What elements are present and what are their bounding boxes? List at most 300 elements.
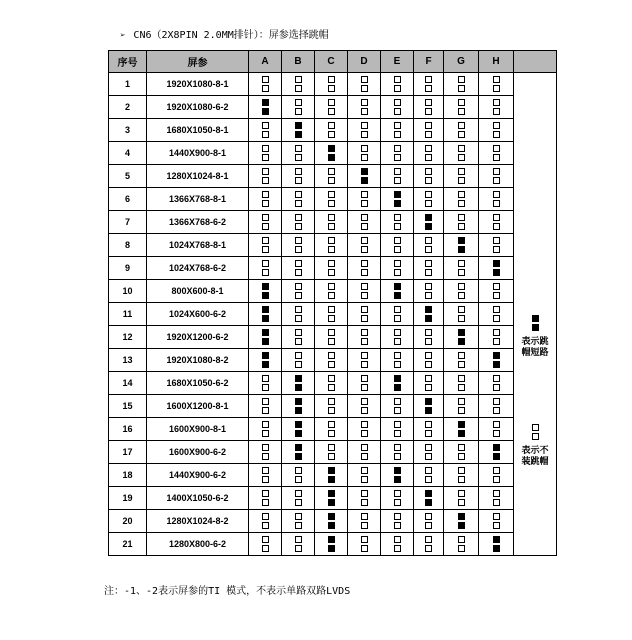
empty-square-icon xyxy=(425,122,432,129)
pin-cell xyxy=(282,73,315,96)
pin-cell xyxy=(479,234,514,257)
pin-cell xyxy=(348,441,381,464)
jumper-open-icon xyxy=(479,513,513,529)
pin-cell xyxy=(381,510,414,533)
empty-square-icon xyxy=(361,214,368,221)
filled-square-icon xyxy=(262,306,269,313)
pin-cell xyxy=(249,372,282,395)
empty-square-icon xyxy=(328,131,335,138)
pin-cell xyxy=(414,372,444,395)
empty-square-icon xyxy=(328,177,335,184)
pin-cell xyxy=(282,510,315,533)
empty-square-icon xyxy=(361,430,368,437)
empty-square-icon xyxy=(361,338,368,345)
empty-square-icon xyxy=(458,122,465,129)
empty-square-icon xyxy=(458,177,465,184)
empty-square-icon xyxy=(493,99,500,106)
empty-square-icon xyxy=(262,476,269,483)
pin-cell xyxy=(348,349,381,372)
jumper-open-icon xyxy=(444,490,478,506)
empty-square-icon xyxy=(493,430,500,437)
filled-square-icon xyxy=(361,177,368,184)
table-row xyxy=(109,487,557,510)
filled-square-icon xyxy=(262,329,269,336)
table-row xyxy=(109,372,557,395)
filled-square-icon xyxy=(425,223,432,230)
empty-square-icon xyxy=(295,200,302,207)
empty-square-icon xyxy=(425,545,432,552)
empty-square-icon xyxy=(458,168,465,175)
jumper-open-icon xyxy=(348,467,380,483)
jumper-installed-icon xyxy=(249,283,281,299)
empty-square-icon xyxy=(394,177,401,184)
empty-square-icon xyxy=(361,292,368,299)
filled-square-icon xyxy=(262,352,269,359)
pin-cell xyxy=(479,533,514,556)
empty-square-icon xyxy=(394,490,401,497)
jumper-open-icon xyxy=(414,191,443,207)
table-row xyxy=(109,349,557,372)
empty-square-icon xyxy=(394,444,401,451)
row-param: 800X600-8-1 xyxy=(147,280,249,303)
empty-square-icon xyxy=(328,292,335,299)
jumper-open-icon xyxy=(249,122,281,138)
jumper-open-icon xyxy=(249,536,281,552)
empty-square-icon xyxy=(262,168,269,175)
jumper-open-icon xyxy=(282,536,314,552)
empty-square-icon xyxy=(361,329,368,336)
empty-square-icon xyxy=(394,545,401,552)
empty-square-icon xyxy=(295,292,302,299)
jumper-open-icon xyxy=(414,99,443,115)
empty-square-icon xyxy=(295,177,302,184)
pin-cell xyxy=(414,119,444,142)
filled-square-icon xyxy=(425,407,432,414)
empty-square-icon xyxy=(425,191,432,198)
jumper-open-icon xyxy=(348,191,380,207)
empty-square-icon xyxy=(425,375,432,382)
jumper-open-icon xyxy=(414,329,443,345)
jumper-open-icon xyxy=(381,122,413,138)
empty-square-icon xyxy=(425,145,432,152)
pin-cell xyxy=(414,418,444,441)
pin-cell xyxy=(282,441,315,464)
empty-square-icon xyxy=(262,407,269,414)
jumper-open-icon xyxy=(444,375,478,391)
legend-open-text: 表示不装跳帽 xyxy=(521,445,549,466)
pin-cell xyxy=(348,464,381,487)
jumper-installed-icon xyxy=(414,306,443,322)
jumper-open-icon xyxy=(249,260,281,276)
empty-square-icon xyxy=(425,522,432,529)
pin-cell xyxy=(381,165,414,188)
row-param: 1920X1080-6-2 xyxy=(147,96,249,119)
filled-square-icon xyxy=(394,476,401,483)
pin-cell xyxy=(315,395,348,418)
jumper-open-icon xyxy=(444,398,478,414)
empty-square-icon xyxy=(328,246,335,253)
jumper-installed-icon xyxy=(381,467,413,483)
jumper-installed-icon xyxy=(479,536,513,552)
empty-square-icon xyxy=(295,85,302,92)
jumper-open-icon xyxy=(444,168,478,184)
jumper-open-icon xyxy=(348,375,380,391)
empty-square-icon xyxy=(361,76,368,83)
jumper-open-icon xyxy=(249,421,281,437)
legend-installed-icon xyxy=(532,315,539,331)
empty-square-icon xyxy=(394,122,401,129)
jumper-open-icon xyxy=(414,145,443,161)
jumper-open-icon xyxy=(479,76,513,92)
jumper-open-icon xyxy=(414,122,443,138)
filled-square-icon xyxy=(425,306,432,313)
jumper-installed-icon xyxy=(282,398,314,414)
empty-square-icon xyxy=(262,223,269,230)
empty-square-icon xyxy=(394,260,401,267)
pin-cell xyxy=(282,211,315,234)
empty-square-icon xyxy=(262,490,269,497)
jumper-open-icon xyxy=(348,398,380,414)
pin-cell xyxy=(315,441,348,464)
empty-square-icon xyxy=(458,467,465,474)
footnote: 注：-1、-2表示屏参的TI 模式，不表示单路双路LVDS xyxy=(104,586,351,597)
legend-open-icon xyxy=(532,424,539,440)
pin-cell xyxy=(315,234,348,257)
pin-cell xyxy=(444,96,479,119)
empty-square-icon xyxy=(328,453,335,460)
filled-square-icon xyxy=(295,444,302,451)
jumper-installed-icon xyxy=(282,444,314,460)
jumper-open-icon xyxy=(315,329,347,345)
empty-square-icon xyxy=(493,200,500,207)
filled-square-icon xyxy=(458,246,465,253)
empty-square-icon xyxy=(361,444,368,451)
jumper-open-icon xyxy=(282,352,314,368)
empty-square-icon xyxy=(328,237,335,244)
row-index: 6 xyxy=(109,188,147,211)
filled-square-icon xyxy=(295,453,302,460)
empty-square-icon xyxy=(328,352,335,359)
pin-cell xyxy=(444,188,479,211)
empty-square-icon xyxy=(361,375,368,382)
empty-square-icon xyxy=(425,329,432,336)
row-param: 1280X1024-8-1 xyxy=(147,165,249,188)
jumper-installed-icon xyxy=(249,352,281,368)
pin-cell xyxy=(381,349,414,372)
empty-square-icon xyxy=(532,433,539,440)
pin-cell xyxy=(444,234,479,257)
header-pin-c: C xyxy=(315,51,348,73)
jumper-open-icon xyxy=(315,76,347,92)
jumper-open-icon xyxy=(479,214,513,230)
header-pin-h: H xyxy=(479,51,514,73)
empty-square-icon xyxy=(394,108,401,115)
jumper-open-icon xyxy=(381,260,413,276)
jumper-open-icon xyxy=(479,398,513,414)
jumper-installed-icon xyxy=(348,168,380,184)
filled-square-icon xyxy=(458,522,465,529)
row-index: 19 xyxy=(109,487,147,510)
empty-square-icon xyxy=(394,145,401,152)
empty-square-icon xyxy=(328,430,335,437)
empty-square-icon xyxy=(361,237,368,244)
pin-cell xyxy=(479,142,514,165)
empty-square-icon xyxy=(328,338,335,345)
row-index: 9 xyxy=(109,257,147,280)
pin-cell xyxy=(249,73,282,96)
bullet-arrow-icon: ➢ xyxy=(120,31,126,41)
empty-square-icon xyxy=(262,145,269,152)
pin-cell xyxy=(282,395,315,418)
jumper-open-icon xyxy=(282,306,314,322)
jumper-open-icon xyxy=(348,214,380,230)
filled-square-icon xyxy=(262,283,269,290)
empty-square-icon xyxy=(328,99,335,106)
legend-installed xyxy=(514,315,556,358)
jumper-installed-icon xyxy=(381,375,413,391)
filled-square-icon xyxy=(262,315,269,322)
filled-square-icon xyxy=(328,545,335,552)
empty-square-icon xyxy=(328,76,335,83)
pin-cell xyxy=(282,533,315,556)
jumper-open-icon xyxy=(414,536,443,552)
pin-cell xyxy=(315,372,348,395)
empty-square-icon xyxy=(295,490,302,497)
jumper-open-icon xyxy=(249,145,281,161)
jumper-open-icon xyxy=(249,214,281,230)
empty-square-icon xyxy=(458,292,465,299)
empty-square-icon xyxy=(394,361,401,368)
empty-square-icon xyxy=(458,108,465,115)
table-row xyxy=(109,510,557,533)
pin-cell xyxy=(282,326,315,349)
filled-square-icon xyxy=(493,453,500,460)
jumper-open-icon xyxy=(444,260,478,276)
empty-square-icon xyxy=(425,536,432,543)
table-row xyxy=(109,303,557,326)
table-header-row xyxy=(109,51,557,73)
jumper-open-icon xyxy=(348,306,380,322)
pin-cell xyxy=(444,326,479,349)
pin-cell xyxy=(348,372,381,395)
empty-square-icon xyxy=(425,476,432,483)
empty-square-icon xyxy=(361,499,368,506)
pin-cell xyxy=(249,142,282,165)
filled-square-icon xyxy=(328,522,335,529)
filled-square-icon xyxy=(394,467,401,474)
pin-cell xyxy=(282,96,315,119)
jumper-open-icon xyxy=(414,237,443,253)
jumper-open-icon xyxy=(444,467,478,483)
empty-square-icon xyxy=(262,85,269,92)
pin-cell xyxy=(444,441,479,464)
jumper-installed-icon xyxy=(315,513,347,529)
pin-cell xyxy=(479,418,514,441)
empty-square-icon xyxy=(425,283,432,290)
jumper-open-icon xyxy=(414,375,443,391)
empty-square-icon xyxy=(262,375,269,382)
pin-cell xyxy=(444,510,479,533)
empty-square-icon xyxy=(328,122,335,129)
pin-cell xyxy=(381,418,414,441)
empty-square-icon xyxy=(458,306,465,313)
table-row xyxy=(109,280,557,303)
pin-cell xyxy=(315,418,348,441)
empty-square-icon xyxy=(361,154,368,161)
empty-square-icon xyxy=(262,545,269,552)
pin-cell xyxy=(444,395,479,418)
pin-cell xyxy=(249,211,282,234)
jumper-open-icon xyxy=(381,237,413,253)
jumper-open-icon xyxy=(348,260,380,276)
empty-square-icon xyxy=(295,145,302,152)
pin-cell xyxy=(315,96,348,119)
filled-square-icon xyxy=(458,237,465,244)
pin-cell xyxy=(381,142,414,165)
empty-square-icon xyxy=(262,421,269,428)
empty-square-icon xyxy=(361,191,368,198)
empty-square-icon xyxy=(295,467,302,474)
filled-square-icon xyxy=(493,444,500,451)
pin-cell xyxy=(282,418,315,441)
jumper-open-icon xyxy=(249,398,281,414)
pin-cell xyxy=(282,119,315,142)
pin-cell xyxy=(414,441,444,464)
empty-square-icon xyxy=(328,223,335,230)
filled-square-icon xyxy=(458,329,465,336)
jumper-open-icon xyxy=(381,99,413,115)
jumper-installed-icon xyxy=(414,398,443,414)
empty-square-icon xyxy=(493,306,500,313)
empty-square-icon xyxy=(493,246,500,253)
empty-square-icon xyxy=(394,99,401,106)
pin-cell xyxy=(315,211,348,234)
row-index: 10 xyxy=(109,280,147,303)
jumper-table xyxy=(108,50,557,556)
jumper-open-icon xyxy=(315,398,347,414)
jumper-open-icon xyxy=(479,283,513,299)
pin-cell xyxy=(479,303,514,326)
empty-square-icon xyxy=(493,384,500,391)
jumper-open-icon xyxy=(348,444,380,460)
jumper-open-icon xyxy=(282,283,314,299)
table-row xyxy=(109,73,557,96)
pin-cell xyxy=(315,73,348,96)
empty-square-icon xyxy=(394,85,401,92)
empty-square-icon xyxy=(328,200,335,207)
jumper-open-icon xyxy=(479,421,513,437)
empty-square-icon xyxy=(394,131,401,138)
pin-cell xyxy=(381,96,414,119)
pin-cell xyxy=(381,211,414,234)
jumper-open-icon xyxy=(348,283,380,299)
empty-square-icon xyxy=(394,223,401,230)
pin-cell xyxy=(348,533,381,556)
row-param: 1600X1200-8-1 xyxy=(147,395,249,418)
pin-cell xyxy=(479,441,514,464)
row-index: 11 xyxy=(109,303,147,326)
jumper-installed-icon xyxy=(315,467,347,483)
empty-square-icon xyxy=(458,407,465,414)
pin-cell xyxy=(479,73,514,96)
table-row xyxy=(109,257,557,280)
empty-square-icon xyxy=(458,545,465,552)
empty-square-icon xyxy=(425,269,432,276)
jumper-open-icon xyxy=(381,352,413,368)
empty-square-icon xyxy=(458,536,465,543)
filled-square-icon xyxy=(262,292,269,299)
pin-cell xyxy=(381,303,414,326)
empty-square-icon xyxy=(328,269,335,276)
pin-cell xyxy=(414,280,444,303)
empty-square-icon xyxy=(493,338,500,345)
empty-square-icon xyxy=(262,384,269,391)
jumper-open-icon xyxy=(414,283,443,299)
row-param: 1024X600-6-2 xyxy=(147,303,249,326)
jumper-open-icon xyxy=(315,168,347,184)
jumper-open-icon xyxy=(444,214,478,230)
pin-cell xyxy=(315,464,348,487)
pin-cell xyxy=(479,487,514,510)
pin-cell xyxy=(381,234,414,257)
jumper-open-icon xyxy=(348,421,380,437)
empty-square-icon xyxy=(295,476,302,483)
empty-square-icon xyxy=(458,476,465,483)
empty-square-icon xyxy=(295,522,302,529)
jumper-open-icon xyxy=(315,99,347,115)
jumper-open-icon xyxy=(479,191,513,207)
empty-square-icon xyxy=(493,292,500,299)
jumper-open-icon xyxy=(414,352,443,368)
empty-square-icon xyxy=(262,154,269,161)
empty-square-icon xyxy=(262,246,269,253)
empty-square-icon xyxy=(295,168,302,175)
jumper-installed-icon xyxy=(479,444,513,460)
heading-text: CN6（2X8PIN 2.0MM排针）：屏参选择跳帽 xyxy=(133,30,329,41)
empty-square-icon xyxy=(394,168,401,175)
jumper-open-icon xyxy=(315,191,347,207)
jumper-open-icon xyxy=(479,329,513,345)
empty-square-icon xyxy=(361,200,368,207)
empty-square-icon xyxy=(493,214,500,221)
empty-square-icon xyxy=(328,108,335,115)
jumper-open-icon xyxy=(381,329,413,345)
empty-square-icon xyxy=(328,361,335,368)
pin-cell xyxy=(414,257,444,280)
empty-square-icon xyxy=(295,269,302,276)
jumper-open-icon xyxy=(479,122,513,138)
row-param: 1920X1080-8-2 xyxy=(147,349,249,372)
pin-cell xyxy=(348,211,381,234)
jumper-open-icon xyxy=(381,398,413,414)
empty-square-icon xyxy=(493,85,500,92)
row-param: 1600X900-8-1 xyxy=(147,418,249,441)
empty-square-icon xyxy=(394,499,401,506)
jumper-installed-icon xyxy=(282,421,314,437)
table-row xyxy=(109,165,557,188)
empty-square-icon xyxy=(425,421,432,428)
pin-cell xyxy=(282,303,315,326)
pin-cell xyxy=(315,142,348,165)
table-row xyxy=(109,441,557,464)
row-index: 5 xyxy=(109,165,147,188)
filled-square-icon xyxy=(458,421,465,428)
empty-square-icon xyxy=(328,283,335,290)
jumper-open-icon xyxy=(479,99,513,115)
pin-cell xyxy=(348,165,381,188)
empty-square-icon xyxy=(458,269,465,276)
pin-cell xyxy=(282,487,315,510)
